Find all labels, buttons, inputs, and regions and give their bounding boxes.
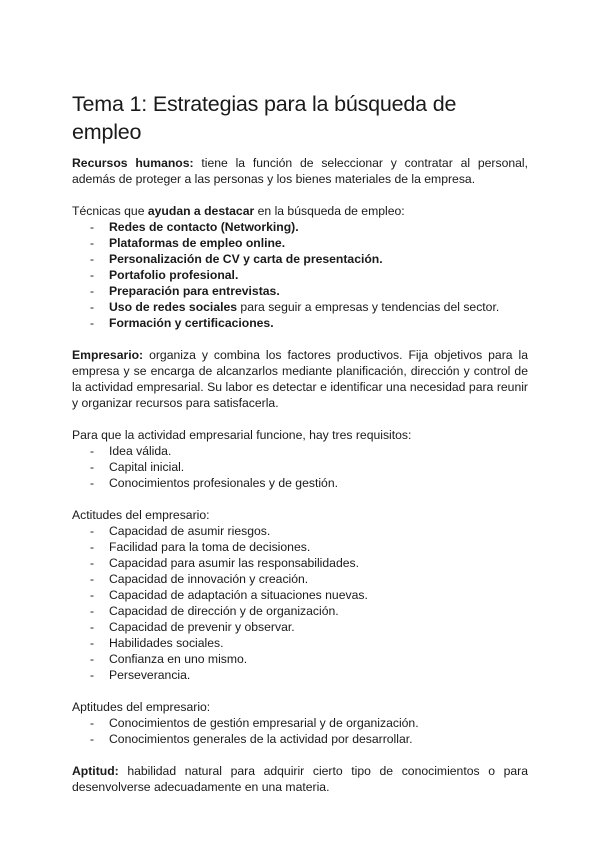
list-item: - Conocimientos generales de la actividad por desarrollar. — [90, 731, 528, 747]
list-item: - Capacidad de adaptación a situaciones nuevas. — [90, 587, 528, 603]
list-item: - Confianza en uno mismo. — [90, 651, 528, 667]
list-item: - Capacidad para asumir las responsabilidades. — [90, 555, 528, 571]
list-item: - Capacidad de asumir riesgos. — [90, 523, 528, 539]
list-item-text: Portafolio profesional. — [109, 268, 239, 282]
empresario-paragraph — [72, 347, 528, 411]
list-item: - Conocimientos de gestión empresarial y de organización. — [90, 715, 528, 731]
list-item: - Perseverancia. — [90, 667, 528, 683]
list-item: - Capacidad de innovación y creación. — [90, 571, 528, 587]
list-item — [90, 299, 528, 315]
list-item: - Idea válida. — [90, 443, 528, 459]
list-item — [90, 315, 528, 331]
recursos-humanos-text: tiene la función de seleccionar y contratar al personal, además de proteger a las personas y los bienes materiales de la empresa. — [72, 156, 528, 186]
aptitud-term: Aptitud: — [72, 764, 119, 778]
aptitud-text: habilidad natural para adquirir cierto tipo de conocimientos o para desenvolverse adecuadamente en una materia. — [72, 764, 528, 794]
list-item-text: Preparación para entrevistas. — [109, 284, 280, 298]
aptitudes-intro: Aptitudes del empresario: — [72, 700, 211, 714]
list-item: - Capacidad de dirección y de organización. — [90, 603, 528, 619]
actitudes-intro: Actitudes del empresario: — [72, 508, 210, 522]
list-item-text: Personalización de CV y carta de presentación. — [109, 252, 383, 266]
actitudes-list — [72, 523, 528, 683]
list-item: - Facilidad para la toma de decisiones. — [90, 539, 528, 555]
empresario-term: Empresario: — [72, 348, 144, 362]
requisitos-intro: Para que la actividad empresarial funcione, hay tres requisitos: — [72, 428, 412, 442]
list-item — [90, 251, 528, 267]
tecnicas-intro — [72, 203, 528, 219]
list-item — [90, 219, 528, 235]
recursos-humanos-paragraph — [72, 155, 528, 187]
list-item-text: Redes de contacto (Networking). — [109, 220, 299, 234]
aptitud-paragraph — [72, 763, 528, 795]
tecnicas-intro-c: en la búsqueda de empleo: — [254, 204, 405, 218]
list-item: - Conocimientos profesionales y de gestión. — [90, 475, 528, 491]
list-item — [90, 283, 528, 299]
list-item-text: para seguir a empresas y tendencias del sector. — [237, 300, 500, 314]
list-item — [90, 235, 528, 251]
list-item-bold: Uso de redes sociales — [109, 300, 238, 314]
list-item-text: Formación y certificaciones. — [109, 316, 274, 330]
page-title: Tema 1: Estrategias para la búsqueda de empleo — [72, 92, 457, 144]
tecnicas-list — [72, 219, 528, 331]
list-item: - Capacidad de prevenir y observar. — [90, 619, 528, 635]
requisitos-list — [72, 443, 528, 491]
list-item: - Habilidades sociales. — [90, 635, 528, 651]
list-item — [90, 267, 528, 283]
list-item-text: Plataformas de empleo online. — [109, 236, 286, 250]
aptitudes-list — [72, 715, 528, 747]
list-item: - Capital inicial. — [90, 459, 528, 475]
empresario-text: organiza y combina los factores productivos. Fija objetivos para la empresa y se encarga de alcanzarlos mediante planificación, dirección y control de la actividad empresarial. Su labor es detectar e identificar una necesidad para reunir y organizar recursos para satisfacerla. — [72, 348, 528, 410]
tecnicas-intro-bold: ayudan a destacar — [147, 204, 255, 218]
recursos-humanos-term: Recursos humanos: — [72, 156, 194, 170]
tecnicas-intro-a: Técnicas que — [72, 204, 148, 218]
